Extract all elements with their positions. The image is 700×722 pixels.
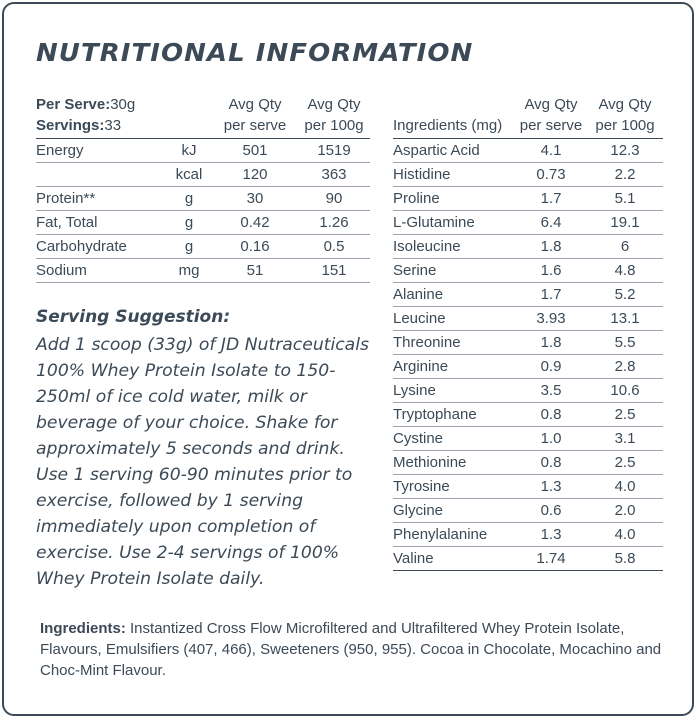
nutrient-per-100g: 90 [298,187,370,211]
amino-acid-name: Tyrosine [393,475,515,499]
amino-acid-per-serve: 1.6 [515,259,587,283]
nutrient-per-100g: 1.26 [298,211,370,235]
nutrient-per-serve: 120 [212,163,298,187]
amino-acid-per-serve: 1.7 [515,187,587,211]
nutrient-per-100g: 151 [298,259,370,283]
amino-acid-per-serve: 1.74 [515,547,587,571]
column-header-line: per serve [519,117,583,134]
column-header-line: Avg Qty [307,96,361,113]
table-row [393,427,663,451]
amino-acid-per-100g: 5.8 [587,547,663,571]
amino-acid-per-serve: 1.3 [515,523,587,547]
amino-acid-per-serve: 1.7 [515,283,587,307]
table-row [393,139,663,163]
amino-acid-per-serve: 6.4 [515,211,587,235]
amino-acid-table [393,94,663,571]
ingredients-mg-header: Ingredients (mg) [393,94,515,139]
amino-acid-name: Threonine [393,331,515,355]
table-row [393,475,663,499]
amino-acid-per-serve: 0.8 [515,451,587,475]
amino-acid-name: Cystine [393,427,515,451]
amino-acid-name: Alanine [393,283,515,307]
amino-acid-per-serve: 3.93 [515,307,587,331]
nutrient-unit: g [166,235,212,259]
table-row [393,259,663,283]
column-header-line: Avg Qty [598,96,652,113]
amino-acid-name: Glycine [393,499,515,523]
table-row [393,187,663,211]
nutrient-per-serve: 501 [212,139,298,163]
table-row [393,403,663,427]
column-header-per-serve [212,94,298,139]
per-serve-label: Per Serve: [36,96,111,113]
amino-acid-per-serve: 0.73 [515,163,587,187]
ingredients-statement [40,618,670,681]
amino-acid-per-100g: 2.8 [587,355,663,379]
table-row [393,283,663,307]
ingredients-label: Ingredients: [40,620,126,637]
amino-acid-name: Isoleucine [393,235,515,259]
nutrition-table [36,94,370,283]
nutrient-name: Carbohydrate [36,235,166,259]
amino-acid-per-100g: 4.0 [587,475,663,499]
amino-acid-per-100g: 2.2 [587,163,663,187]
column-header-line: per 100g [595,117,655,134]
column-header-line: Avg Qty [524,96,578,113]
per-serve-value: 30g [110,96,136,113]
amino-acid-name: Tryptophane [393,403,515,427]
amino-acid-per-100g: 4.0 [587,523,663,547]
nutrient-unit: kcal [166,163,212,187]
amino-acid-per-100g: 2.5 [587,451,663,475]
nutrient-unit: g [166,211,212,235]
servings-value: 33 [104,117,122,134]
amino-acid-per-serve: 1.8 [515,235,587,259]
amino-acid-name: L-Glutamine [393,211,515,235]
nutrient-per-serve: 0.42 [212,211,298,235]
table-row [36,139,370,163]
nutrient-name: Fat, Total [36,211,166,235]
amino-acid-name: Arginine [393,355,515,379]
amino-acid-per-serve: 1.0 [515,427,587,451]
amino-acid-per-100g: 6 [587,235,663,259]
amino-acid-name: Proline [393,187,515,211]
amino-acid-per-serve: 4.1 [515,139,587,163]
nutrient-per-100g: 0.5 [298,235,370,259]
nutrient-per-100g: 1519 [298,139,370,163]
amino-acid-per-100g: 19.1 [587,211,663,235]
amino-acid-per-100g: 13.1 [587,307,663,331]
amino-acid-per-100g: 5.5 [587,331,663,355]
table-row [36,187,370,211]
amino-acid-name: Phenylalanine [393,523,515,547]
nutrient-name: Protein** [36,187,166,211]
table-row [393,331,663,355]
nutrient-name [36,163,166,187]
nutrient-unit: g [166,187,212,211]
amino-acid-per-serve: 0.9 [515,355,587,379]
column-header-line: per 100g [304,117,364,134]
amino-acid-name: Histidine [393,163,515,187]
amino-acid-per-100g: 5.1 [587,187,663,211]
amino-acid-per-serve: 0.6 [515,499,587,523]
nutrient-unit: kJ [166,139,212,163]
amino-acid-name: Methionine [393,451,515,475]
table-row [36,235,370,259]
serving-suggestion-text: Add 1 scoop (33g) of JD Nutraceuticals 100% Whey Protein Isolate to 150-250ml of ice cold water, milk or beverage of your choice. Shake for approximately 5 seconds and drink. Use 1 serving 60-90 minutes prior to exercise, followed by 1 serving immediately upon completion of exercise. Use 2-4 servings of 100% Whey Protein Isolate daily. [36,335,369,589]
column-header-per-serve [515,94,587,139]
amino-acid-per-100g: 4.8 [587,259,663,283]
nutrient-name: Energy [36,139,166,163]
amino-acid-per-100g: 10.6 [587,379,663,403]
table-row [393,235,663,259]
amino-acid-name: Aspartic Acid [393,139,515,163]
table-row [393,163,663,187]
amino-acid-per-100g: 2.0 [587,499,663,523]
column-header-per-100g [587,94,663,139]
amino-acid-per-100g: 5.2 [587,283,663,307]
table-row [393,355,663,379]
amino-acid-name: Valine [393,547,515,571]
nutrient-per-serve: 51 [212,259,298,283]
nutrient-per-serve: 30 [212,187,298,211]
table-row [393,499,663,523]
column-header-line: per serve [223,117,287,134]
table-row [393,211,663,235]
table-row [393,451,663,475]
nutrient-per-serve: 0.16 [212,235,298,259]
amino-acid-per-serve: 3.5 [515,379,587,403]
table-row [393,379,663,403]
amino-acid-name: Serine [393,259,515,283]
amino-acid-per-serve: 0.8 [515,403,587,427]
nutrient-per-100g: 363 [298,163,370,187]
servings-label: Servings: [36,117,105,134]
table-row [36,163,370,187]
table-row [393,523,663,547]
nutrient-unit: mg [166,259,212,283]
ingredients-text: Instantized Cross Flow Microfiltered and Ultrafiltered Whey Protein Isolate, Flavours, Emulsifiers (407, 466), Sweeteners (950, 955). Cocoa in Chocolate, Mocachino and Choc-Mint Flavour. [40,620,662,679]
serving-suggestion-heading: Serving Suggestion: [36,307,231,327]
table-row [393,547,663,571]
table-row [393,307,663,331]
amino-acid-per-100g: 3.1 [587,427,663,451]
amino-acid-per-serve: 1.3 [515,475,587,499]
amino-acid-name: Leucine [393,307,515,331]
amino-acid-per-100g: 2.5 [587,403,663,427]
amino-acid-per-serve: 1.8 [515,331,587,355]
page-title: NUTRITIONAL INFORMATION [36,38,474,67]
amino-acid-per-100g: 12.3 [587,139,663,163]
amino-acid-name: Lysine [393,379,515,403]
table-row [36,211,370,235]
column-header-per-100g [298,94,370,139]
table-row [36,259,370,283]
serve-info-header [36,94,212,139]
column-header-line: Avg Qty [228,96,282,113]
nutrient-name: Sodium [36,259,166,283]
